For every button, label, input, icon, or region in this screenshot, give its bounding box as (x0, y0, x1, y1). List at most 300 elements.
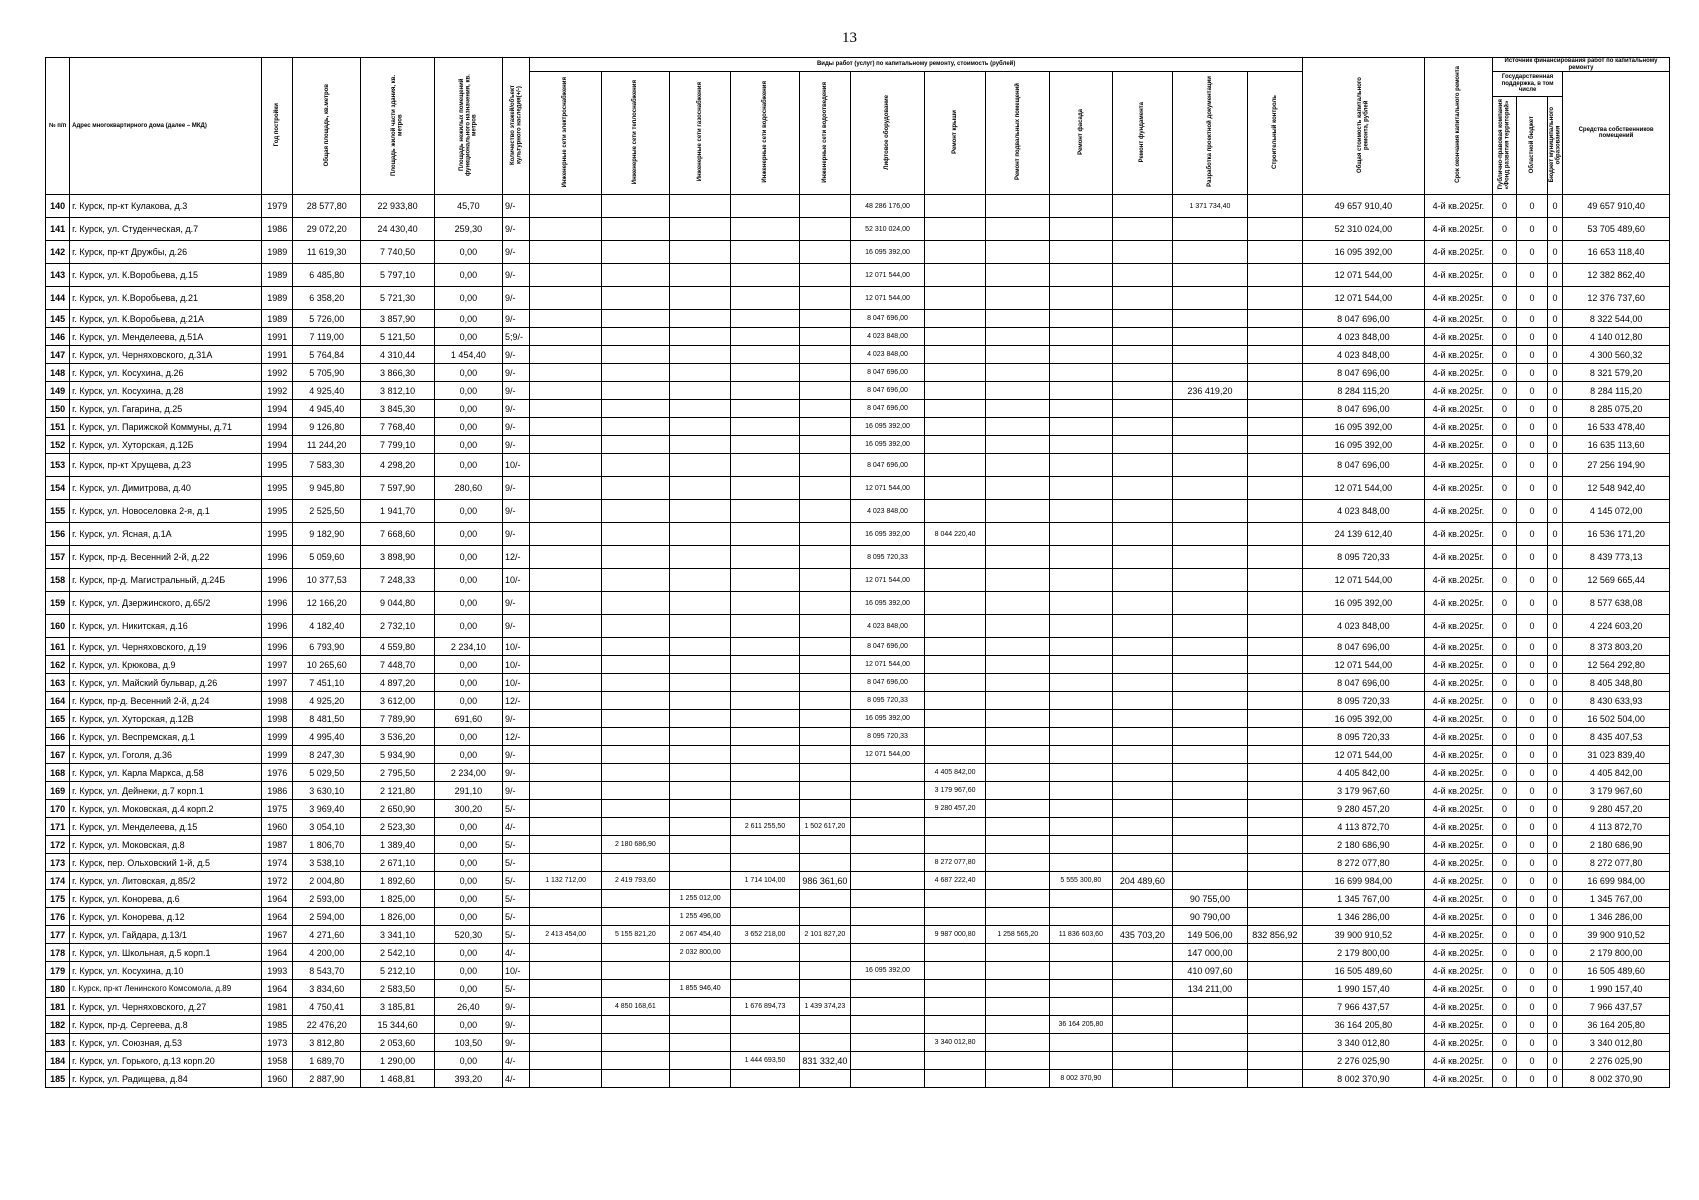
row-fund-support: 0 (1492, 980, 1516, 998)
row-design-cost (1173, 764, 1248, 782)
row-number: 168 (46, 764, 70, 782)
row-address: г. Курск, ул. Черняховского, д.31А (70, 346, 262, 364)
row-elec-cost (530, 854, 601, 872)
row-roof-cost (924, 908, 986, 926)
row-total-area: 2 594,00 (293, 908, 361, 926)
row-gas-cost (669, 500, 731, 523)
row-total-area: 4 182,40 (293, 615, 361, 638)
row-foundation-cost (1112, 400, 1172, 418)
row-sewer-cost (799, 569, 851, 592)
row-heat-cost (601, 615, 669, 638)
row-deadline: 4-й кв.2025г. (1424, 310, 1492, 328)
row-regional-budget: 0 (1517, 908, 1548, 926)
row-regional-budget: 0 (1517, 1016, 1548, 1034)
row-deadline: 4-й кв.2025г. (1424, 454, 1492, 477)
row-foundation-cost (1112, 264, 1172, 287)
row-water-cost (731, 546, 799, 569)
row-design-cost (1173, 241, 1248, 264)
row-year: 1995 (262, 500, 293, 523)
row-control-cost (1247, 310, 1302, 328)
row-lift-cost: 8 047 696,00 (851, 382, 925, 400)
row-floors: 9/- (502, 710, 529, 728)
row-living-area: 3 866,30 (361, 364, 435, 382)
row-regional-budget: 0 (1517, 436, 1548, 454)
table-row (46, 569, 1670, 592)
row-address: г. Курск, ул. Менделеева, д.15 (70, 818, 262, 836)
row-design-cost (1173, 523, 1248, 546)
row-municipal-budget: 0 (1547, 241, 1562, 264)
row-roof-cost (924, 1070, 986, 1088)
row-basement-cost (986, 195, 1050, 218)
row-total-cost: 16 699 984,00 (1302, 872, 1424, 890)
row-owners-funds: 12 376 737,60 (1563, 287, 1670, 310)
row-address: г. Курск, пер. Ольховский 1-й, д.5 (70, 854, 262, 872)
row-owners-funds: 49 657 910,40 (1563, 195, 1670, 218)
row-design-cost (1173, 746, 1248, 764)
row-total-cost: 8 272 077,80 (1302, 854, 1424, 872)
row-nonliving-area: 26,40 (434, 998, 502, 1016)
row-elec-cost (530, 638, 601, 656)
row-municipal-budget: 0 (1547, 1034, 1562, 1052)
row-municipal-budget: 0 (1547, 764, 1562, 782)
row-living-area: 4 559,80 (361, 638, 435, 656)
row-heat-cost (601, 418, 669, 436)
row-number: 154 (46, 477, 70, 500)
row-owners-funds: 2 276 025,90 (1563, 1052, 1670, 1070)
row-design-cost (1173, 674, 1248, 692)
row-total-cost: 1 990 157,40 (1302, 980, 1424, 998)
row-total-cost: 4 023 848,00 (1302, 328, 1424, 346)
row-heat-cost (601, 764, 669, 782)
table-row (46, 241, 1670, 264)
row-total-cost: 8 002 370,90 (1302, 1070, 1424, 1088)
row-total-cost: 2 276 025,90 (1302, 1052, 1424, 1070)
row-number: 141 (46, 218, 70, 241)
row-lift-cost: 12 071 544,00 (851, 656, 925, 674)
row-municipal-budget: 0 (1547, 962, 1562, 980)
row-gas-cost (669, 264, 731, 287)
row-water-cost (731, 328, 799, 346)
row-sewer-cost (799, 1034, 851, 1052)
row-roof-cost (924, 638, 986, 656)
row-gas-cost (669, 638, 731, 656)
row-fund-support: 0 (1492, 872, 1516, 890)
row-regional-budget: 0 (1517, 674, 1548, 692)
table-row (46, 1070, 1670, 1088)
table-row (46, 800, 1670, 818)
row-water-cost (731, 836, 799, 854)
row-total-cost: 1 346 286,00 (1302, 908, 1424, 926)
row-municipal-budget: 0 (1547, 980, 1562, 998)
row-total-cost: 4 113 872,70 (1302, 818, 1424, 836)
row-lift-cost: 12 071 544,00 (851, 477, 925, 500)
row-living-area: 1 826,00 (361, 908, 435, 926)
row-address: г. Курск, ул. Веспремская, д.1 (70, 728, 262, 746)
row-address: г. Курск, ул. Дзержинского, д.65/2 (70, 592, 262, 615)
row-elec-cost (530, 310, 601, 328)
row-roof-cost (924, 836, 986, 854)
table-row (46, 926, 1670, 944)
row-floors: 9/- (502, 500, 529, 523)
row-lift-cost (851, 944, 925, 962)
row-lift-cost: 12 071 544,00 (851, 264, 925, 287)
row-nonliving-area: 0,00 (434, 728, 502, 746)
row-number: 167 (46, 746, 70, 764)
table-body (46, 195, 1670, 1088)
row-control-cost (1247, 218, 1302, 241)
row-deadline: 4-й кв.2025г. (1424, 1052, 1492, 1070)
row-total-area: 8 481,50 (293, 710, 361, 728)
header-works-group: Виды работ (услуг) по капитальному ремонту, стоимость (рублей) (530, 58, 1302, 72)
row-regional-budget: 0 (1517, 500, 1548, 523)
row-facade-cost (1050, 400, 1113, 418)
row-control-cost (1247, 454, 1302, 477)
row-total-cost: 8 095 720,33 (1302, 728, 1424, 746)
table-row (46, 523, 1670, 546)
row-lift-cost: 8 047 696,00 (851, 310, 925, 328)
row-year: 1979 (262, 195, 293, 218)
row-number: 158 (46, 569, 70, 592)
row-number: 184 (46, 1052, 70, 1070)
row-water-cost (731, 592, 799, 615)
row-design-cost: 236 419,20 (1173, 382, 1248, 400)
row-water-cost (731, 980, 799, 998)
row-gas-cost (669, 382, 731, 400)
row-year: 1958 (262, 1052, 293, 1070)
row-municipal-budget: 0 (1547, 800, 1562, 818)
row-number: 159 (46, 592, 70, 615)
row-deadline: 4-й кв.2025г. (1424, 1034, 1492, 1052)
row-number: 162 (46, 656, 70, 674)
row-fund-support: 0 (1492, 944, 1516, 962)
capital-repair-table (45, 57, 1670, 1088)
row-gas-cost (669, 1034, 731, 1052)
row-total-area: 3 812,80 (293, 1034, 361, 1052)
row-floors: 4/- (502, 818, 529, 836)
row-year: 1995 (262, 523, 293, 546)
row-municipal-budget: 0 (1547, 546, 1562, 569)
row-sewer-cost (799, 782, 851, 800)
row-number: 151 (46, 418, 70, 436)
row-elec-cost (530, 218, 601, 241)
row-roof-cost (924, 382, 986, 400)
row-gas-cost (669, 764, 731, 782)
row-nonliving-area: 0,00 (434, 569, 502, 592)
row-sewer-cost (799, 944, 851, 962)
row-deadline: 4-й кв.2025г. (1424, 328, 1492, 346)
row-floors: 9/- (502, 382, 529, 400)
row-living-area: 2 583,50 (361, 980, 435, 998)
row-gas-cost: 1 855 946,40 (669, 980, 731, 998)
row-design-cost (1173, 346, 1248, 364)
row-address: г. Курск, ул. Союзная, д.53 (70, 1034, 262, 1052)
row-floors: 9/- (502, 264, 529, 287)
row-regional-budget: 0 (1517, 287, 1548, 310)
row-deadline: 4-й кв.2025г. (1424, 818, 1492, 836)
row-control-cost (1247, 241, 1302, 264)
row-address: г. Курск, пр-д. Сергеева, д.8 (70, 1016, 262, 1034)
row-water-cost: 1 676 894,73 (731, 998, 799, 1016)
row-nonliving-area: 0,00 (434, 980, 502, 998)
row-elec-cost (530, 728, 601, 746)
row-nonliving-area: 259,30 (434, 218, 502, 241)
row-living-area: 9 044,80 (361, 592, 435, 615)
table-row (46, 1034, 1670, 1052)
row-total-area: 8 543,70 (293, 962, 361, 980)
row-sewer-cost (799, 710, 851, 728)
row-nonliving-area: 103,50 (434, 1034, 502, 1052)
row-water-cost (731, 1034, 799, 1052)
row-nonliving-area: 0,00 (434, 523, 502, 546)
row-design-cost (1173, 818, 1248, 836)
row-fund-support: 0 (1492, 638, 1516, 656)
row-lift-cost (851, 926, 925, 944)
row-year: 1989 (262, 264, 293, 287)
row-elec-cost (530, 477, 601, 500)
table-header (46, 58, 1670, 195)
row-water-cost: 2 611 255,50 (731, 818, 799, 836)
row-number: 166 (46, 728, 70, 746)
row-gas-cost (669, 310, 731, 328)
row-address: г. Курск, ул. Косухина, д.28 (70, 382, 262, 400)
row-municipal-budget: 0 (1547, 454, 1562, 477)
row-living-area: 2 671,10 (361, 854, 435, 872)
row-fund-support: 0 (1492, 523, 1516, 546)
row-water-cost (731, 436, 799, 454)
row-total-area: 4 200,00 (293, 944, 361, 962)
row-heat-cost (601, 800, 669, 818)
row-nonliving-area: 291,10 (434, 782, 502, 800)
row-heat-cost (601, 962, 669, 980)
row-owners-funds: 8 405 348,80 (1563, 674, 1670, 692)
row-address: г. Курск, ул. Карла Маркса, д.58 (70, 764, 262, 782)
row-foundation-cost (1112, 674, 1172, 692)
row-regional-budget: 0 (1517, 764, 1548, 782)
header-w-water: Инженерные сети водоснабжения (731, 72, 799, 195)
row-elec-cost (530, 782, 601, 800)
row-basement-cost (986, 328, 1050, 346)
row-heat-cost (601, 674, 669, 692)
row-gas-cost (669, 962, 731, 980)
row-number: 169 (46, 782, 70, 800)
row-owners-funds: 27 256 194,90 (1563, 454, 1670, 477)
row-municipal-budget: 0 (1547, 782, 1562, 800)
row-control-cost (1247, 400, 1302, 418)
row-nonliving-area: 0,00 (434, 746, 502, 764)
row-municipal-budget: 0 (1547, 638, 1562, 656)
row-sewer-cost (799, 1016, 851, 1034)
row-facade-cost (1050, 1052, 1113, 1070)
row-deadline: 4-й кв.2025г. (1424, 287, 1492, 310)
row-municipal-budget: 0 (1547, 500, 1562, 523)
row-facade-cost (1050, 782, 1113, 800)
row-municipal-budget: 0 (1547, 926, 1562, 944)
row-total-area: 3 834,60 (293, 980, 361, 998)
row-year: 1995 (262, 477, 293, 500)
row-control-cost (1247, 546, 1302, 569)
row-regional-budget: 0 (1517, 241, 1548, 264)
row-municipal-budget: 0 (1547, 218, 1562, 241)
row-roof-cost (924, 656, 986, 674)
row-living-area: 7 597,90 (361, 477, 435, 500)
row-total-cost: 9 280 457,20 (1302, 800, 1424, 818)
row-floors: 9/- (502, 436, 529, 454)
row-fund-support: 0 (1492, 818, 1516, 836)
row-regional-budget: 0 (1517, 346, 1548, 364)
row-address: г. Курск, ул. К.Воробьева, д.15 (70, 264, 262, 287)
row-owners-funds: 4 224 603,20 (1563, 615, 1670, 638)
row-total-cost: 8 095 720,33 (1302, 692, 1424, 710)
row-total-area: 29 072,20 (293, 218, 361, 241)
row-owners-funds: 8 430 633,93 (1563, 692, 1670, 710)
row-foundation-cost (1112, 962, 1172, 980)
header-living-area: Площадь жилой части здания, кв. метров (361, 58, 435, 195)
row-gas-cost (669, 241, 731, 264)
row-control-cost (1247, 436, 1302, 454)
row-total-cost: 4 023 848,00 (1302, 346, 1424, 364)
row-total-area: 8 247,30 (293, 746, 361, 764)
row-deadline: 4-й кв.2025г. (1424, 836, 1492, 854)
row-lift-cost: 4 023 848,00 (851, 615, 925, 638)
row-address: г. Курск, пр-кт Ленинского Комсомола, д.89 (70, 980, 262, 998)
row-heat-cost: 4 850 168,61 (601, 998, 669, 1016)
table-row (46, 782, 1670, 800)
row-facade-cost: 5 555 300,80 (1050, 872, 1113, 890)
row-lift-cost: 48 286 176,00 (851, 195, 925, 218)
row-lift-cost: 16 095 392,00 (851, 436, 925, 454)
row-total-cost: 16 505 489,60 (1302, 962, 1424, 980)
row-sewer-cost (799, 310, 851, 328)
row-lift-cost (851, 764, 925, 782)
row-roof-cost (924, 998, 986, 1016)
row-regional-budget: 0 (1517, 710, 1548, 728)
row-basement-cost (986, 656, 1050, 674)
row-regional-budget: 0 (1517, 1052, 1548, 1070)
row-number: 152 (46, 436, 70, 454)
row-owners-funds: 16 699 984,00 (1563, 872, 1670, 890)
row-elec-cost (530, 908, 601, 926)
row-floors: 9/- (502, 287, 529, 310)
row-regional-budget: 0 (1517, 310, 1548, 328)
row-municipal-budget: 0 (1547, 890, 1562, 908)
row-water-cost (731, 218, 799, 241)
row-sewer-cost (799, 287, 851, 310)
row-total-area: 10 265,60 (293, 656, 361, 674)
row-basement-cost (986, 592, 1050, 615)
row-nonliving-area: 0,00 (434, 454, 502, 477)
row-floors: 12/- (502, 546, 529, 569)
row-roof-cost (924, 400, 986, 418)
row-lift-cost (851, 998, 925, 1016)
row-facade-cost (1050, 218, 1113, 241)
row-fund-support: 0 (1492, 836, 1516, 854)
row-heat-cost (601, 1052, 669, 1070)
row-regional-budget: 0 (1517, 872, 1548, 890)
row-lift-cost (851, 890, 925, 908)
row-lift-cost (851, 800, 925, 818)
row-sewer-cost (799, 500, 851, 523)
row-municipal-budget: 0 (1547, 310, 1562, 328)
row-basement-cost (986, 638, 1050, 656)
table-row (46, 615, 1670, 638)
row-water-cost (731, 746, 799, 764)
row-lift-cost (851, 836, 925, 854)
row-control-cost: 832 856,92 (1247, 926, 1302, 944)
row-lift-cost: 16 095 392,00 (851, 710, 925, 728)
row-regional-budget: 0 (1517, 218, 1548, 241)
row-control-cost (1247, 836, 1302, 854)
row-number: 182 (46, 1016, 70, 1034)
table-row (46, 980, 1670, 998)
header-total-area: Общая площадь, кв.метров (293, 58, 361, 195)
row-foundation-cost (1112, 980, 1172, 998)
table-row (46, 656, 1670, 674)
row-gas-cost (669, 436, 731, 454)
row-number: 157 (46, 546, 70, 569)
row-heat-cost: 2 180 686,90 (601, 836, 669, 854)
row-water-cost (731, 638, 799, 656)
row-design-cost (1173, 638, 1248, 656)
row-elec-cost (530, 454, 601, 477)
header-w-heat: Инженерные сети теплоснабжения (601, 72, 669, 195)
row-water-cost (731, 800, 799, 818)
row-floors: 9/- (502, 782, 529, 800)
row-sewer-cost: 2 101 827,20 (799, 926, 851, 944)
row-municipal-budget: 0 (1547, 836, 1562, 854)
row-year: 1989 (262, 241, 293, 264)
row-heat-cost (601, 818, 669, 836)
row-year: 1991 (262, 346, 293, 364)
row-design-cost (1173, 454, 1248, 477)
row-total-area: 28 577,80 (293, 195, 361, 218)
row-nonliving-area: 45,70 (434, 195, 502, 218)
row-gas-cost (669, 328, 731, 346)
row-gas-cost (669, 710, 731, 728)
row-number: 143 (46, 264, 70, 287)
row-floors: 9/- (502, 746, 529, 764)
table-row (46, 890, 1670, 908)
row-sewer-cost (799, 195, 851, 218)
row-regional-budget: 0 (1517, 836, 1548, 854)
row-elec-cost (530, 980, 601, 998)
row-owners-funds: 8 002 370,90 (1563, 1070, 1670, 1088)
table-row (46, 854, 1670, 872)
row-living-area: 2 121,80 (361, 782, 435, 800)
row-living-area: 3 612,00 (361, 692, 435, 710)
row-roof-cost (924, 890, 986, 908)
row-foundation-cost (1112, 500, 1172, 523)
row-control-cost (1247, 569, 1302, 592)
row-fund-support: 0 (1492, 728, 1516, 746)
row-facade-cost (1050, 382, 1113, 400)
row-facade-cost (1050, 836, 1113, 854)
table-row (46, 818, 1670, 836)
row-lift-cost (851, 908, 925, 926)
row-owners-funds: 12 564 292,80 (1563, 656, 1670, 674)
row-living-area: 1 389,40 (361, 836, 435, 854)
row-regional-budget: 0 (1517, 944, 1548, 962)
row-basement-cost (986, 546, 1050, 569)
row-basement-cost (986, 569, 1050, 592)
row-control-cost (1247, 592, 1302, 615)
row-heat-cost (601, 638, 669, 656)
row-total-area: 11 619,30 (293, 241, 361, 264)
row-lift-cost (851, 818, 925, 836)
row-facade-cost (1050, 638, 1113, 656)
row-year: 1997 (262, 656, 293, 674)
row-living-area: 7 740,50 (361, 241, 435, 264)
row-roof-cost: 3 179 967,60 (924, 782, 986, 800)
